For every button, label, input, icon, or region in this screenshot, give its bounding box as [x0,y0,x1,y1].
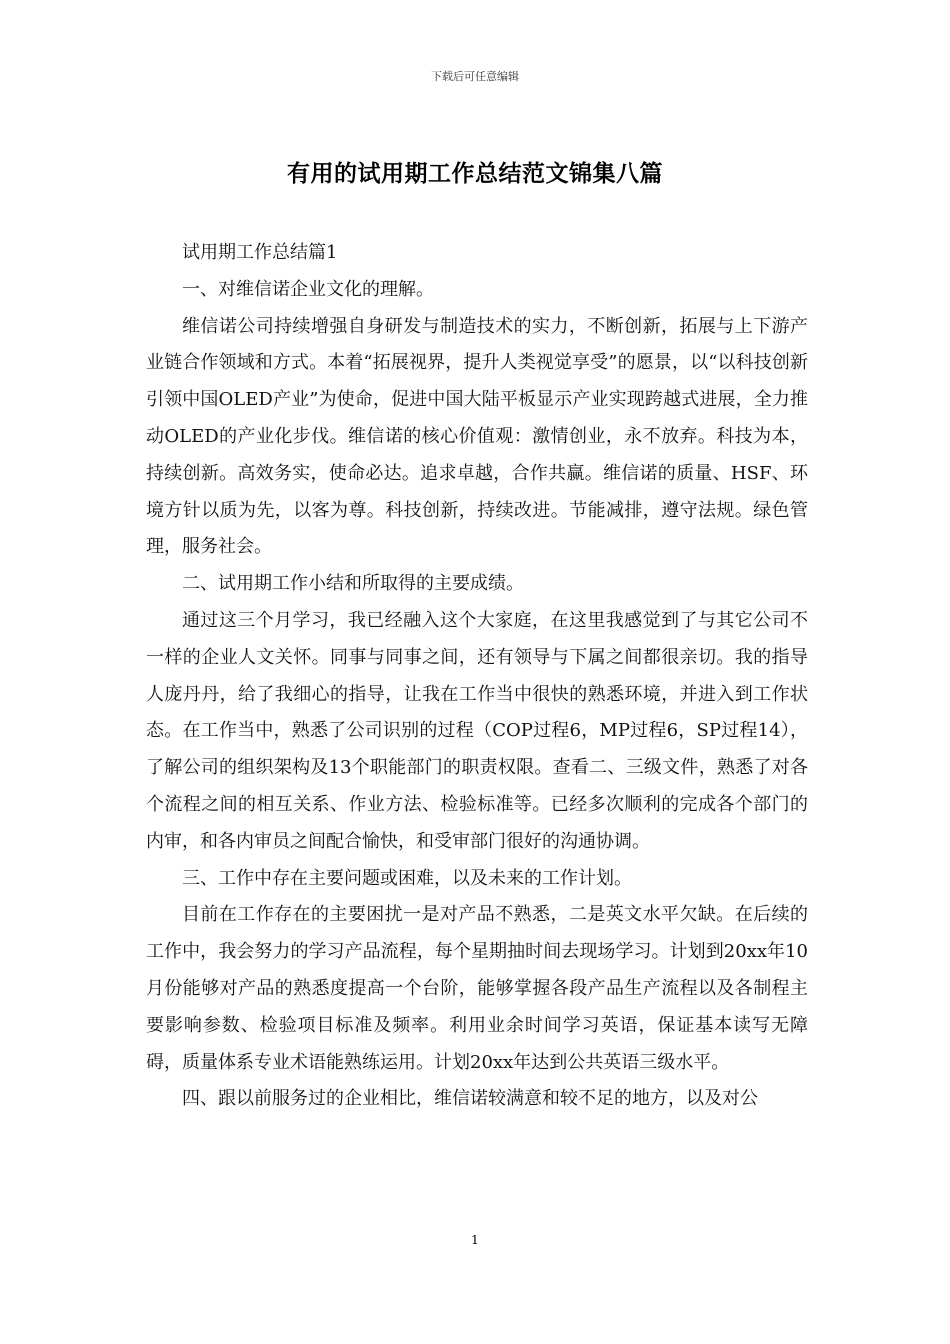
paragraph: 通过这三个月学习，我已经融入这个大家庭，在这里我感觉到了与其它公司不一样的企业人文关怀。同事与同事之间，还有领导与下属之间都很亲切。我的指导人庞丹丹，给了我细心的指导，让我在工作当中很快的熟悉环境，并进入到工作状态。在工作当中，熟悉了公司识别的过程（COP过程6，MP过程6，SP过程14），了解公司的组织架构及13个职能部门的职责权限。查看二、三级文件，熟悉了对各个流程之间的相互关系、作业方法、检验标准等。已经多次顺利的完成各个部门的内审，和各内审员之间配合愉快，和受审部门很好的沟通协调。 [146,609,808,852]
subheading-2: 二、试用期工作小结和所取得的主要成绩。 [182,573,524,595]
section-heading-1: 试用期工作总结篇1 [182,242,338,263]
document-body [146,235,808,1118]
paragraph: 维信诺公司持续增强自身研发与制造技术的实力，不断创新，拓展与上下游产业链合作领域和方式。本着“拓展视界，提升人类视觉享受”的愿景，以“以科技创新引领中国OLED产业”为使命，促进中国大陆平板显示产业实现跨越式进展，全力推动OLED的产业化步伐。维信诺的核心价值观：激情创业，永不放弃。科技为本，持续创新。高效务实，使命必达。追求卓越，合作共赢。维信诺的质量、HSF、环境方针以质为先，以客为尊。科技创新，持续改进。节能减排，遵守法规。绿色管理，服务社会。 [146,315,808,558]
subheading-1: 一、对维信诺企业文化的理解。 [182,278,434,300]
subheading-3: 三、工作中存在主要问题或困难，以及未来的工作计划。 [182,867,632,889]
document-title: 有用的试用期工作总结范文锦集八篇 [287,161,663,187]
subheading-4: 四、跟以前服务过的企业相比，维信诺较满意和较不足的地方，以及对公 [182,1088,758,1110]
page-number: 1 [471,1233,479,1247]
header-note: 下载后可任意编辑 [431,70,519,83]
paragraph: 目前在工作存在的主要困扰一是对产品不熟悉，二是英文水平欠缺。在后续的工作中，我会努力的学习产品流程，每个星期抽时间去现场学习。计划到20xx年10月份能够对产品的熟悉度提高一个台阶，能够掌握各段产品生产流程以及各制程主要影响参数、检验项目标准及频率。利用业余时间学习英语，保证基本读写无障碍，质量体系专业术语能熟练运用。计划20xx年达到公共英语三级水平。 [146,904,808,1073]
